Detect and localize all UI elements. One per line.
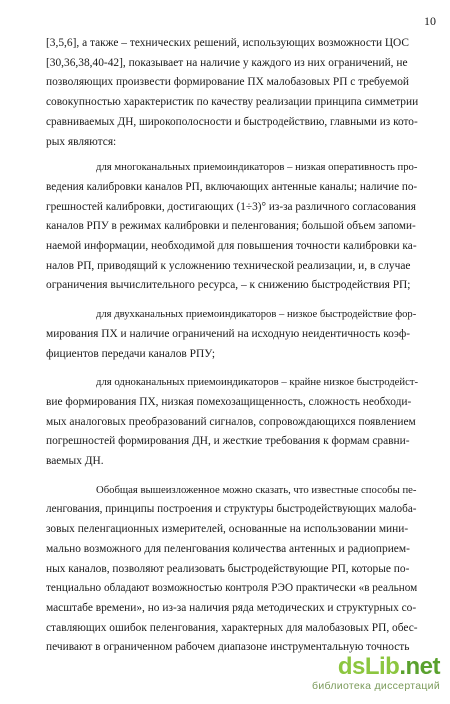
text-line: наемой информации, необходимой для повышения точности калибровки ка- bbox=[46, 240, 417, 253]
text-line: масштабе времени», но из-за наличия ряда методических и структурных со- bbox=[46, 601, 417, 614]
text-line: ваемых ДН. bbox=[46, 455, 104, 468]
text-line: вие формирования ПХ, низкая помехозащищенность, сложность необходи- bbox=[46, 395, 412, 408]
text-line: ленгования, принципы построения и структуры быстродействующих малоба- bbox=[46, 503, 417, 516]
watermark-logo-main: dsLib bbox=[337, 653, 400, 680]
paragraph-intro bbox=[46, 34, 418, 152]
text-line: ных каналов, позволяют реализовать быстродействующие РП, которые по- bbox=[46, 562, 410, 575]
text-line: [3,5,6], а также – технических решений, использующих возможности ЦОС bbox=[46, 37, 409, 49]
text-line: налов РП, приводящий к усложнению технической реализации, и, в случае bbox=[46, 259, 411, 272]
text-line: позволяющих произвести формирование ПХ малобазовых РП с требуемой bbox=[46, 76, 410, 89]
text-line: для одноканальных приемоиндикаторов – крайне низкое быстродейст- bbox=[96, 376, 419, 389]
text-line: сравниваемых ДН, широкополосности и быстродействию, главными из кото- bbox=[46, 115, 418, 128]
text-line: совокупностью характеристик по качеству реализации принципа симметрии bbox=[46, 96, 419, 109]
text-line: для многоканальных приемоиндикаторов – низкая оперативность про- bbox=[96, 161, 418, 174]
text-line: ставляющих ошибок пеленгования, характерных для малобазовых РП, обес- bbox=[46, 621, 418, 634]
text-line: для двухканальных приемоиндикаторов – низкое быстродействие фор- bbox=[96, 309, 417, 321]
text-line: тенциально обладают возможностью контроля РЭО практически «в реальном bbox=[46, 582, 418, 595]
text-line: мых аналоговых преобразований сигналов, сопровождающихся появлением bbox=[46, 415, 416, 428]
watermark-logo bbox=[338, 654, 440, 680]
text-line: фициентов передачи каналов РПУ; bbox=[46, 347, 216, 360]
text-line: мально возможного для пеленгования количества антенных и радиоприем- bbox=[46, 542, 410, 555]
text-line: мирования ПХ и наличие ограничений на исходную неидентичность коэф- bbox=[46, 327, 410, 340]
document-body bbox=[46, 34, 418, 658]
text-line: зовых пеленгационных измерителей, основанные на использовании мини- bbox=[46, 523, 409, 536]
text-line: ограничения вычислительного ресурса, – к снижению быстродействия РП; bbox=[46, 279, 411, 292]
paragraph-summary bbox=[46, 481, 418, 658]
text-line: рых являются: bbox=[46, 135, 117, 148]
text-line: грешностей калибровки, достигающих (1÷3)° из-за различного согласования bbox=[46, 200, 416, 213]
text-line: Обобщая вышеизложенное можно сказать, что известные способы пе- bbox=[96, 483, 417, 496]
text-line: печивают в ограниченном рабочем диапазоне инструментальную точность bbox=[46, 641, 410, 654]
text-line: каналов РПУ в режимах калибровки и пеленгования; большой объем запоми- bbox=[46, 220, 416, 233]
text-line: [30,36,38,40-42], показывает на наличие у каждого из них ограничений, не bbox=[46, 56, 408, 69]
watermark-subtitle: библиотека диссертаций bbox=[312, 680, 440, 692]
text-line: ведения калибровки каналов РП, включающих антенные каналы; наличие по- bbox=[46, 180, 418, 193]
paragraph-multichannel bbox=[46, 158, 418, 296]
paragraph-twochannel bbox=[46, 305, 418, 364]
text-line: погрешностей формирования ДН, и жесткие требования к формам сравни- bbox=[46, 435, 410, 448]
watermark bbox=[312, 654, 440, 692]
paragraph-singlechannel bbox=[46, 373, 418, 472]
watermark-logo-accent: .net bbox=[399, 653, 440, 680]
page-number: 10 bbox=[424, 14, 436, 28]
